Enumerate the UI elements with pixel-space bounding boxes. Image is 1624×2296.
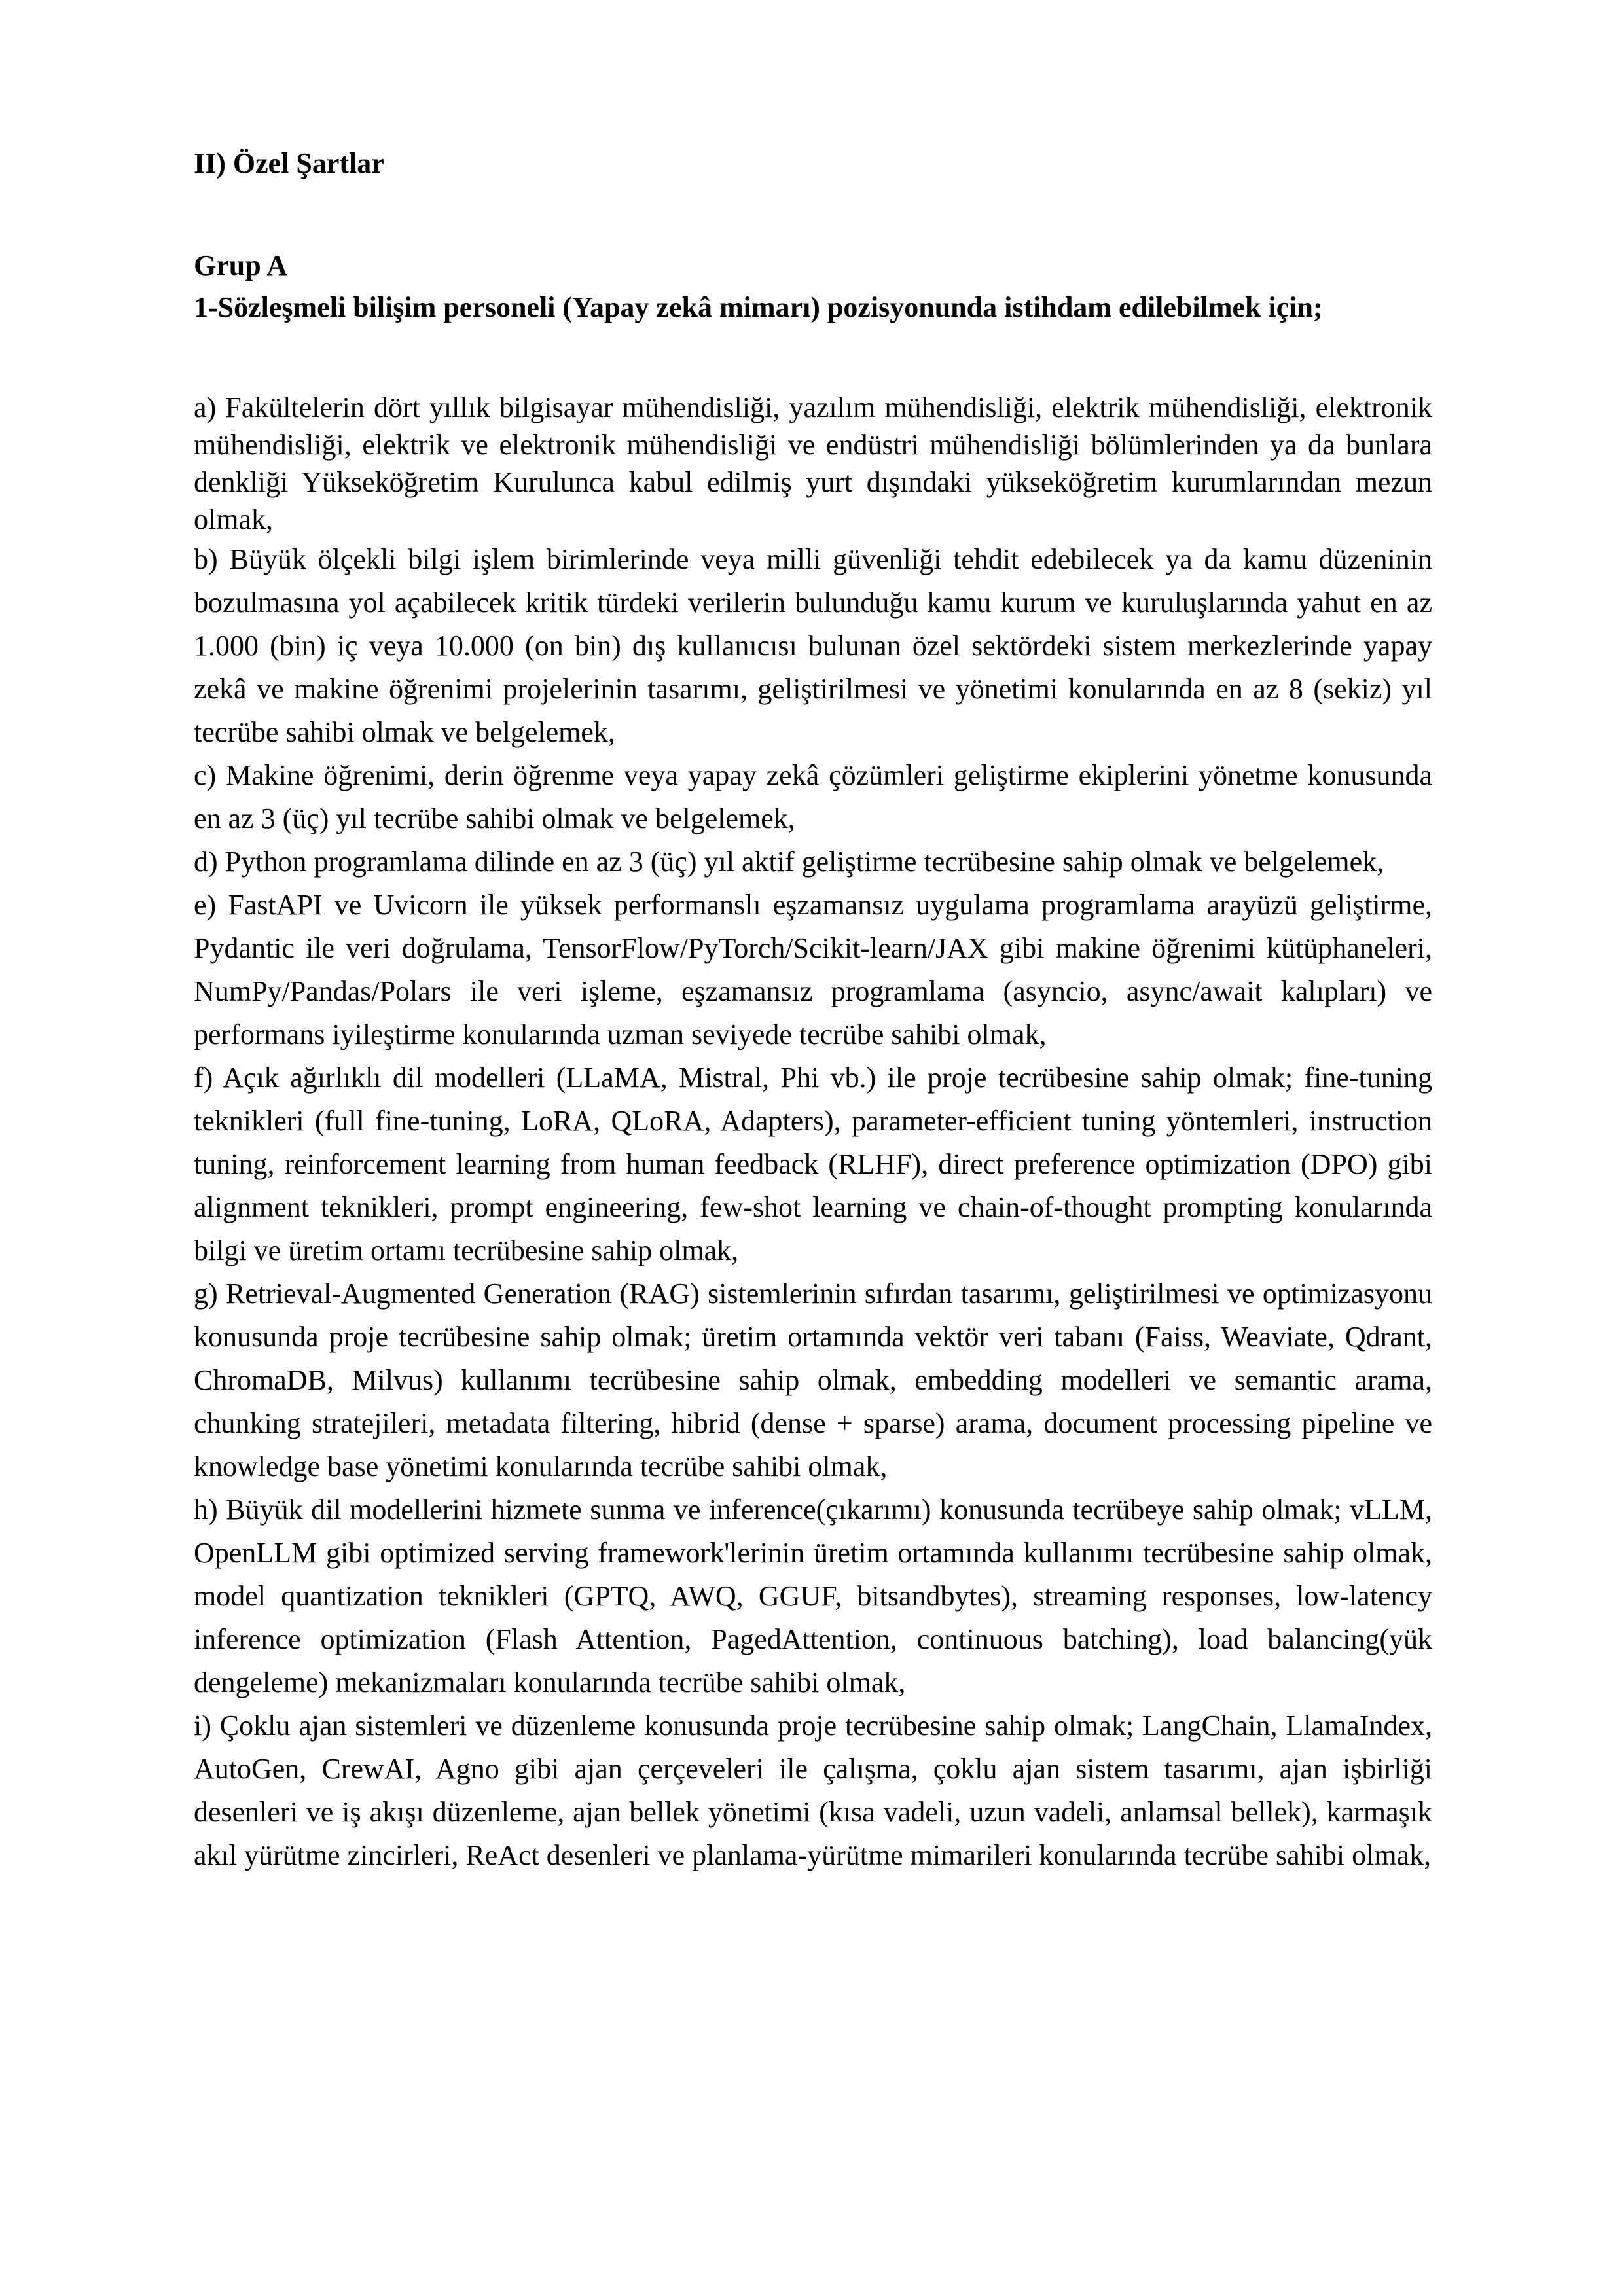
condition-a: a) Fakültelerin dört yıllık bilgisayar mühendisliği, yazılım mühendisliği, elektrik mühendisliği, elektronik mühendisliği, elektrik ve elektronik mühendisliği ve endüstri mühendisliği bölümlerinden ya da bunlara denkliği Yükseköğretim Kurulunca kabul edilmiş yurt dışındaki yükseköğretim kurumlarından mezun olmak, bbox=[194, 391, 1432, 535]
condition-g: g) Retrieval-Augmented Generation (RAG) sistemlerinin sıfırdan tasarımı, geliştirilmesi ve optimizasyonu konusunda proje tecrübesine sahip olmak; üretim ortamında vektör veri tabanı (Faiss, Weaviate, Qdrant, ChromaDB, Milvus) kullanımı tecrübesine sahip olmak, embedding modelleri ve semantic arama, chunking stratejileri, metadata filtering, hibrid (dense + sparse) arama, document processing pipeline ve knowledge base yönetimi konularında tecrübe sahibi olmak, bbox=[194, 1278, 1432, 1482]
condition-d: d) Python programlama dilinde en az 3 (üç) yıl aktif geliştirme tecrübesine sahip olmak ve belgelemek, bbox=[194, 846, 1384, 878]
section-title: II) Özel Şartlar bbox=[194, 147, 384, 179]
position-title: 1-Sözleşmeli bilişim personeli (Yapay zekâ mimarı) pozisyonunda istihdam edilebilmek için; bbox=[194, 291, 1323, 323]
group-title: Grup A bbox=[194, 249, 288, 281]
condition-h: h) Büyük dil modellerini hizmete sunma ve inference(çıkarımı) konusunda tecrübeye sahip olmak; vLLM, OpenLLM gibi optimized serving framework'lerinin üretim ortamında kullanımı tecrübesine sahip olmak, model quantization teknikleri (GPTQ, AWQ, GGUF, bitsandbytes), streaming responses, low-latency inference optimization (Flash Attention, PagedAttention, continuous batching), load balancing(yük dengeleme) mekanizmaları konularında tecrübe sahibi olmak, bbox=[194, 1494, 1432, 1698]
condition-c: c) Makine öğrenimi, derin öğrenme veya yapay zekâ çözümleri geliştirme ekiplerini yönetme konusunda en az 3 (üç) yıl tecrübe sahibi olmak ve belgelemek, bbox=[194, 759, 1432, 834]
conditions-list bbox=[194, 389, 1432, 1877]
condition-i: i) Çoklu ajan sistemleri ve düzenleme konusunda proje tecrübesine sahip olmak; LangChain, LlamaIndex, AutoGen, CrewAI, Agno gibi ajan çerçeveleri ile çalışma, çoklu ajan sistem tasarımı, ajan işbirliği desenleri ve iş akışı düzenleme, ajan bellek yönetimi (kısa vadeli, uzun vadeli, anlamsal bellek), karmaşık akıl yürütme zincirleri, ReAct desenleri ve planlama-yürütme mimarileri konularında tecrübe sahibi olmak, bbox=[194, 1710, 1432, 1871]
condition-b: b) Büyük ölçekli bilgi işlem birimlerinde veya milli güvenliği tehdit edebilecek ya da kamu düzeninin bozulmasına yol açabilecek kritik türdeki verilerin bulunduğu kamu kurum ve kuruluşlarında yahut en az 1.000 (bin) iç veya 10.000 (on bin) dış kullanıcısı bulunan özel sektördeki sistem merkezlerinde yapay zekâ ve makine öğrenimi projelerinin tasarımı, geliştirilmesi ve yönetimi konularında en az 8 (sekiz) yıl tecrübe sahibi olmak ve belgelemek, bbox=[194, 543, 1432, 748]
condition-e: e) FastAPI ve Uvicorn ile yüksek performanslı eşzamansız uygulama programlama arayüzü geliştirme, Pydantic ile veri doğrulama, TensorFlow/PyTorch/Scikit-learn/JAX gibi makine öğrenimi kütüphaneleri, NumPy/Pandas/Polars ile veri işleme, eşzamansız programlama (asyncio, async/await kalıpları) ve performans iyileştirme konularında uzman seviyede tecrübe sahibi olmak, bbox=[194, 889, 1432, 1050]
condition-f: f) Açık ağırlıklı dil modelleri (LLaMA, Mistral, Phi vb.) ile proje tecrübesine sahip olmak; fine-tuning teknikleri (full fine-tuning, LoRA, QLoRA, Adapters), parameter-efficient tuning yöntemleri, instruction tuning, reinforcement learning from human feedback (RLHF), direct preference optimization (DPO) gibi alignment teknikleri, prompt engineering, few-shot learning ve chain-of-thought prompting konularında bilgi ve üretim ortamı tecrübesine sahip olmak, bbox=[194, 1062, 1432, 1266]
document-page bbox=[194, 143, 1432, 1877]
